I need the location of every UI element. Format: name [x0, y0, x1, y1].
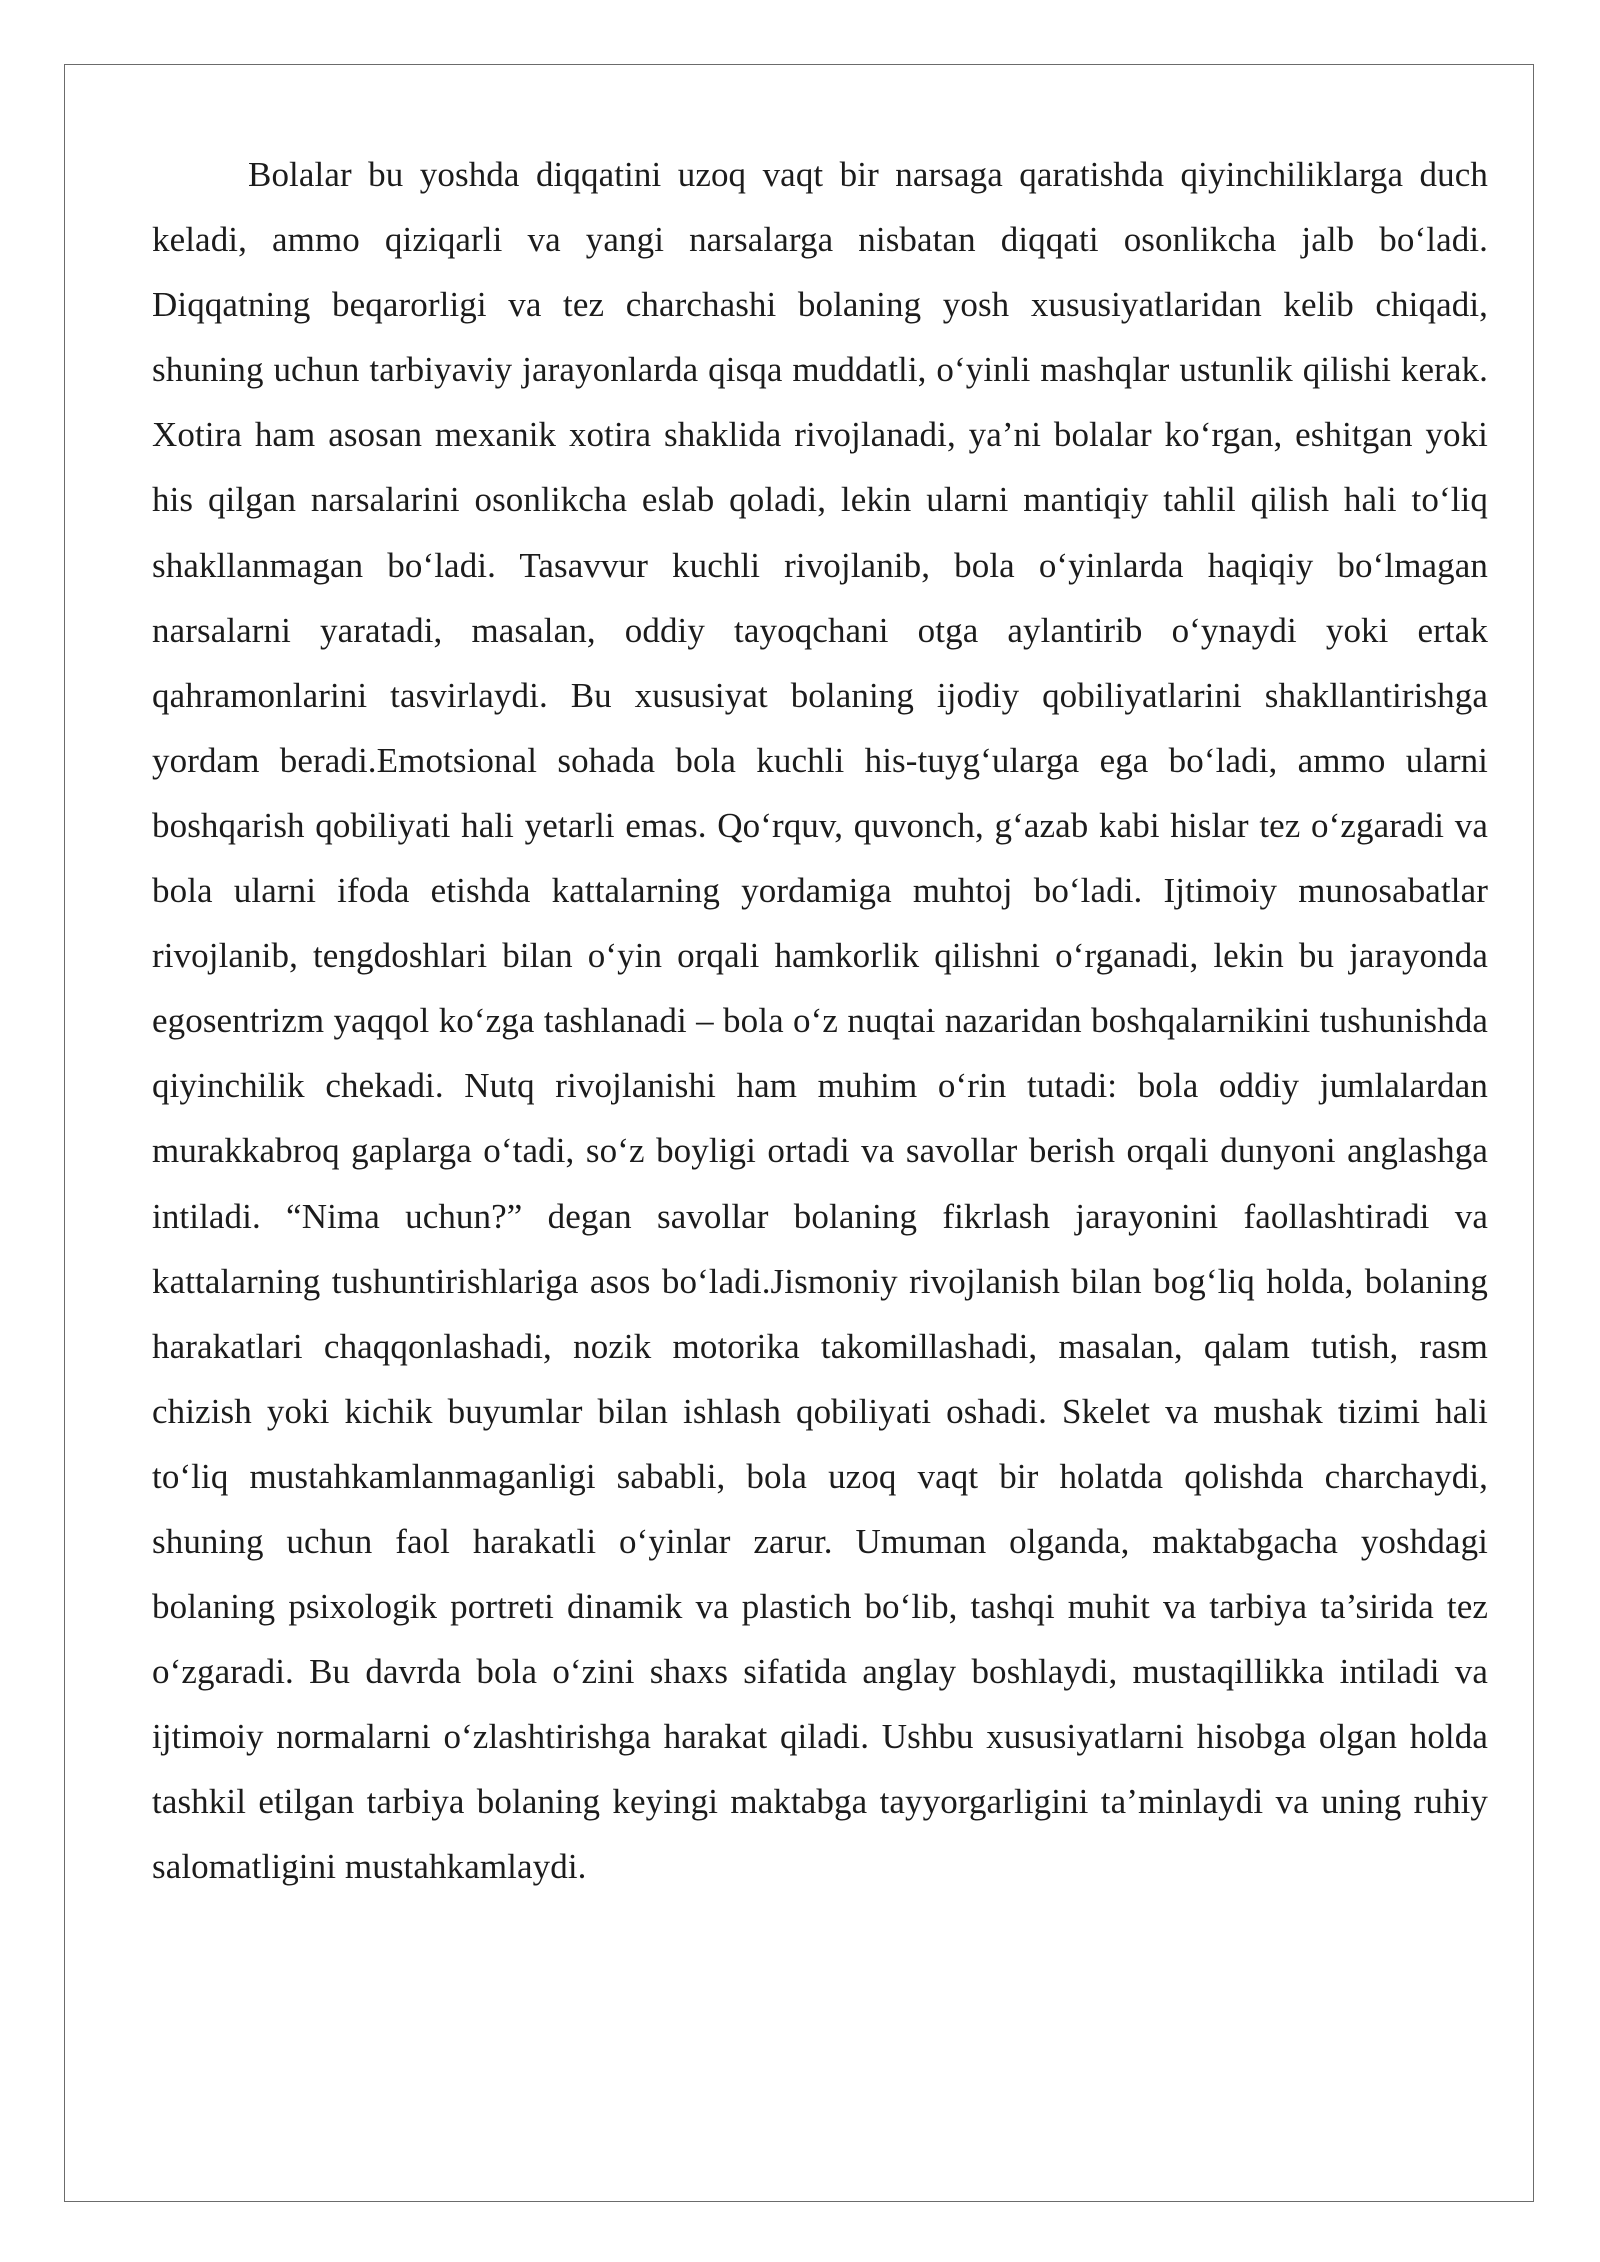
body-paragraph: Bolalar bu yoshda diqqatini uzoq vaqt bir narsaga qaratishda qiyinchiliklarga duch keladi, ammo qiziqarli va yangi narsalarga nisbatan diqqati osonlikcha jalb boʻladi. Diqqatning beqarorligi va tez charchashi bolaning yosh xususiyatlaridan kelib chiqadi, shuning uchun tarbiyaviy jarayonlarda qisqa muddatli, oʻyinli mashqlar ustunlik qilishi kerak. Xotira ham asosan mexanik xotira shaklida rivojlanadi, ya’ni bolalar koʻrgan, eshitgan yoki his qilgan narsalarini osonlikcha eslab qoladi, lekin ularni mantiqiy tahlil qilish hali toʻliq shakllanmagan boʻladi. Tasavvur kuchli rivojlanib, bola oʻyinlarda haqiqiy boʻlmagan narsalarni yaratadi, masalan, oddiy tayoqchani otga aylantirib oʻynaydi yoki ertak qahramonlarini tasvirlaydi. Bu xususiyat bolaning ijodiy qobiliyatlarini shakllantirishga yordam beradi.Emotsional sohada bola kuchli his-tuygʻularga ega boʻladi, ammo ularni boshqarish qobiliyati hali yetarli emas. Qoʻrquv, quvonch, gʻazab kabi hislar tez oʻzgaradi va bola ularni ifoda etishda kattalarning yordamiga muhtoj boʻladi. Ijtimoiy munosabatlar rivojlanib, tengdoshlari bilan oʻyin orqali hamkorlik qilishni oʻrganadi, lekin bu jarayonda egosentrizm yaqqol koʻzga tashlanadi – bola oʻz nuqtai nazaridan boshqalarnikini tushunishda qiyinchilik chekadi. Nutq rivojlanishi ham muhim oʻrin tutadi: bola oddiy jumlalardan murakkabroq gaplarga oʻtadi, soʻz boyligi ortadi va savollar berish orqali dunyoni anglashga intiladi. “Nima uchun?” degan savollar bolaning fikrlash jarayonini faollashtiradi va kattalarning tushuntirishlariga asos boʻladi.Jismoniy rivojlanish bilan bogʻliq holda, bolaning harakatlari chaqqonlashadi, nozik motorika takomillashadi, masalan, qalam tutish, rasm chizish yoki kichik buyumlar bilan ishlash qobiliyati oshadi. Skelet va mushak tizimi hali toʻliq mustahkamlanmaganligi sababli, bola uzoq vaqt bir holatda qolishda charchaydi, shuning uchun faol harakatli oʻyinlar zarur. Umuman olganda, maktabgacha yoshdagi bolaning psixologik portreti dinamik va plastich boʻlib, tashqi muhit va tarbiya ta’sirida tez oʻzgaradi. Bu davrda bola oʻzini shaxs sifatida anglay boshlaydi, mustaqillikka intiladi va ijtimoiy normalarni oʻzlashtirishga harakat qiladi. Ushbu xususiyatlarni hisobga olgan holda tashkil etilgan tarbiya bolaning keyingi maktabga tayyorgarligini ta’minlaydi va uning ruhiy salomatligini mustahkamlaydi. [152, 155, 1488, 1887]
